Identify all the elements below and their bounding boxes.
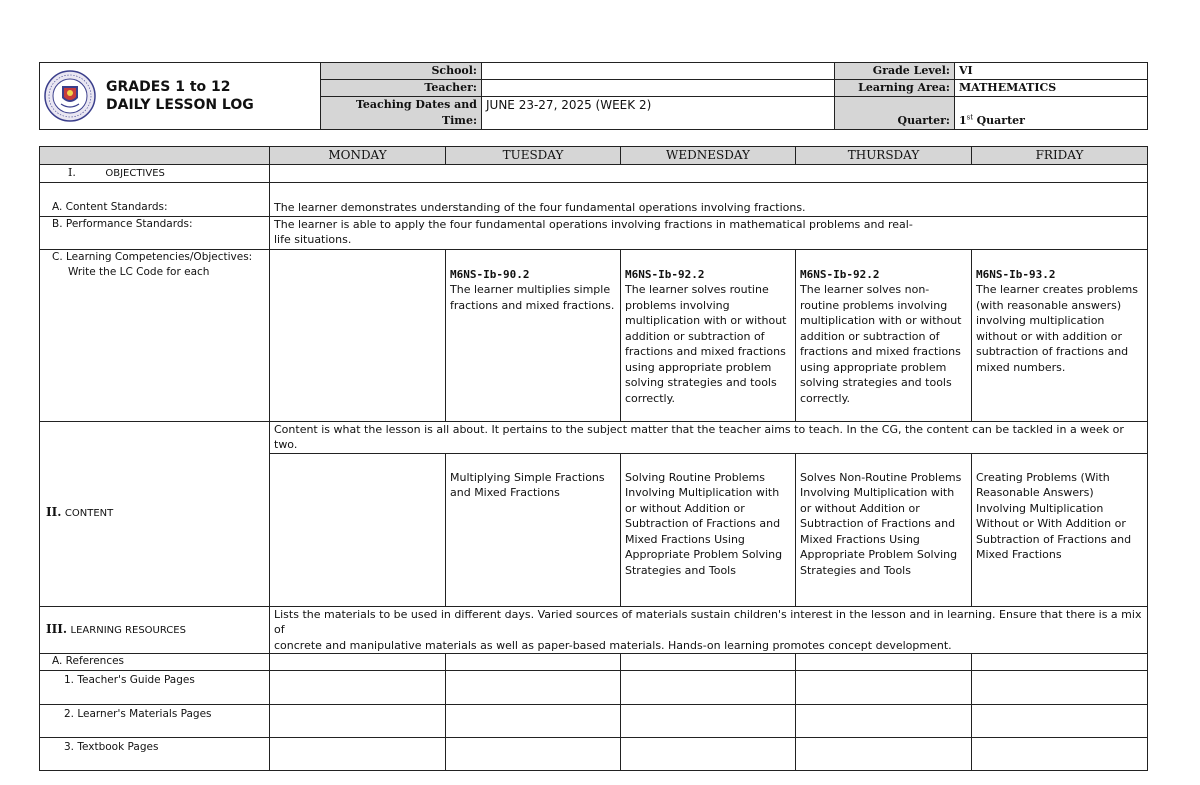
performance-standards-label: B. Performance Standards: [40,216,270,249]
learning-area-label: Learning Area: [835,80,955,97]
competency-friday[interactable] [972,249,1148,421]
learners-materials-label: 2. Learner's Materials Pages [40,704,270,737]
competencies-label-cell [40,249,270,421]
content-standards-label: A. Content Standards: [40,182,270,216]
teachers-guide-tuesday[interactable] [446,670,621,704]
content-note: Content is what the lesson is all about. It pertains to the subject matter that the teacher aims to teach. In the CG, the content can be tackled in a week or two. [270,421,1148,453]
quarter-field[interactable] [955,97,1148,130]
references-wednesday[interactable] [621,654,796,671]
performance-standards-line1: The learner is able to apply the four fundamental operations involving fractions in mathematical problems and real- [274,217,913,231]
content-heading [40,421,270,606]
header-table [39,62,1148,130]
learners-materials-wednesday[interactable] [621,704,796,737]
teachers-guide-monday[interactable] [270,670,446,704]
resources-note [270,606,1148,654]
lc-text: The learner solves non-routine problems involving multiplication with or without addition or subtraction of fractions and mixed fractions using appropriate problem solving strategies and tools correctly. [800,283,962,405]
content-label: CONTENT [64,508,114,520]
lc-code: M6NS-Ib-93.2 [976,267,1056,281]
learning-area-field[interactable]: MATHEMATICS [955,80,1148,97]
lc-code: M6NS-Ib-92.2 [625,267,705,281]
quarter-word: Quarter [976,114,1025,127]
resources-note-line2: concrete and manipulative materials as well as paper-based materials. Hands-on learning promotes concept development. [274,638,952,652]
content-wednesday[interactable]: Solving Routine Problems Involving Multiplication with or without Addition or Subtraction of Fractions and Mixed Fractions Using Appropriate Problem Solving Strategies and Tools [621,453,796,606]
textbook-pages-tuesday[interactable] [446,737,621,770]
content-tuesday[interactable]: Multiplying Simple Fractions and Mixed Fractions [446,453,621,606]
resources-note-line1: Lists the materials to be used in different days. Varied sources of materials sustain children's interest in the lesson and in learning. Ensure that there is a mix of [274,607,1142,636]
day-wednesday: WEDNESDAY [621,147,796,165]
teaching-dates-field[interactable] [482,97,835,130]
lc-code: M6NS-Ib-92.2 [800,267,880,281]
teachers-guide-wednesday[interactable] [621,670,796,704]
lc-code: M6NS-Ib-90.2 [450,267,530,281]
day-tuesday: TUESDAY [446,147,621,165]
title-block [40,63,321,130]
day-monday: MONDAY [270,147,446,165]
textbook-pages-wednesday[interactable] [621,737,796,770]
learners-materials-tuesday[interactable] [446,704,621,737]
references-tuesday[interactable] [446,654,621,671]
quarter-suffix: st [966,113,974,122]
competencies-sub-label: Write the LC Code for each [68,266,210,278]
competencies-label: C. Learning Competencies/Objectives: [52,250,253,263]
objectives-label: OBJECTIVES [105,168,165,179]
objectives-heading [40,165,270,183]
content-friday[interactable]: Creating Problems (With Reasonable Answers) Involving Multiplication Without or With Addition or Subtraction of Fractions and Mixed Fractions [972,453,1148,606]
grade-level-field[interactable]: VI [955,63,1148,80]
content-monday[interactable] [270,453,446,606]
lc-text: The learner creates problems (with reasonable answers) involving multiplication without or with addition or subtraction of fractions and mixed numbers. [976,283,1138,374]
references-label: A. References [40,654,270,671]
teacher-label: Teacher: [321,80,482,97]
day-friday: FRIDAY [972,147,1148,165]
teaching-dates-label-line2: Time: [441,114,477,127]
textbook-pages-thursday[interactable] [796,737,972,770]
references-thursday[interactable] [796,654,972,671]
learners-materials-friday[interactable] [972,704,1148,737]
textbook-pages-friday[interactable] [972,737,1148,770]
quarter-number: 1 [959,114,967,127]
competency-tuesday[interactable] [446,249,621,421]
title-line-2: DAILY LESSON LOG [106,97,254,113]
day-thursday: THURSDAY [796,147,972,165]
objectives-numeral: I. [68,166,76,179]
teachers-guide-friday[interactable] [972,670,1148,704]
references-monday[interactable] [270,654,446,671]
teaching-dates-label [321,97,482,130]
quarter-label: Quarter: [835,97,955,130]
competency-monday[interactable] [270,249,446,421]
grade-level-label: Grade Level: [835,63,955,80]
content-standards-text: The learner demonstrates understanding of the four fundamental operations involving fractions. [270,182,1148,216]
school-field[interactable] [482,63,835,80]
resources-heading [40,606,270,654]
content-numeral: II. [46,505,62,520]
corner-cell [40,147,270,165]
lc-text: The learner multiplies simple fractions and mixed fractions. [450,283,615,312]
competency-wednesday[interactable] [621,249,796,421]
textbook-pages-monday[interactable] [270,737,446,770]
performance-standards-line2: life situations. [274,233,352,246]
learners-materials-thursday[interactable] [796,704,972,737]
content-thursday[interactable]: Solves Non-Routine Problems Involving Multiplication with or without Addition or Subtraction of Fractions and Mixed Fractions Using Appropriate Problem Solving Strategies and Tools [796,453,972,606]
references-friday[interactable] [972,654,1148,671]
objectives-blank [270,165,1148,183]
teaching-dates-label-line1: Teaching Dates and [355,98,477,111]
school-label: School: [321,63,482,80]
teachers-guide-label: 1. Teacher's Guide Pages [40,670,270,704]
teaching-dates-value: JUNE 23-27, 2025 (WEEK 2) [486,98,652,112]
lesson-log-table [39,146,1148,771]
deped-seal-icon [44,70,96,122]
performance-standards-text [270,216,1148,249]
lc-text: The learner solves routine problems involving multiplication with or without addition or subtraction of fractions and mixed fractions using appropriate problem solving strategies and tools correctly. [625,283,787,405]
title-line-1: GRADES 1 to 12 [106,79,231,95]
resources-label: LEARNING RESOURCES [70,624,186,636]
teacher-field[interactable] [482,80,835,97]
resources-numeral: III. [46,621,68,636]
competency-thursday[interactable] [796,249,972,421]
textbook-pages-label: 3. Textbook Pages [40,737,270,770]
learners-materials-monday[interactable] [270,704,446,737]
teachers-guide-thursday[interactable] [796,670,972,704]
